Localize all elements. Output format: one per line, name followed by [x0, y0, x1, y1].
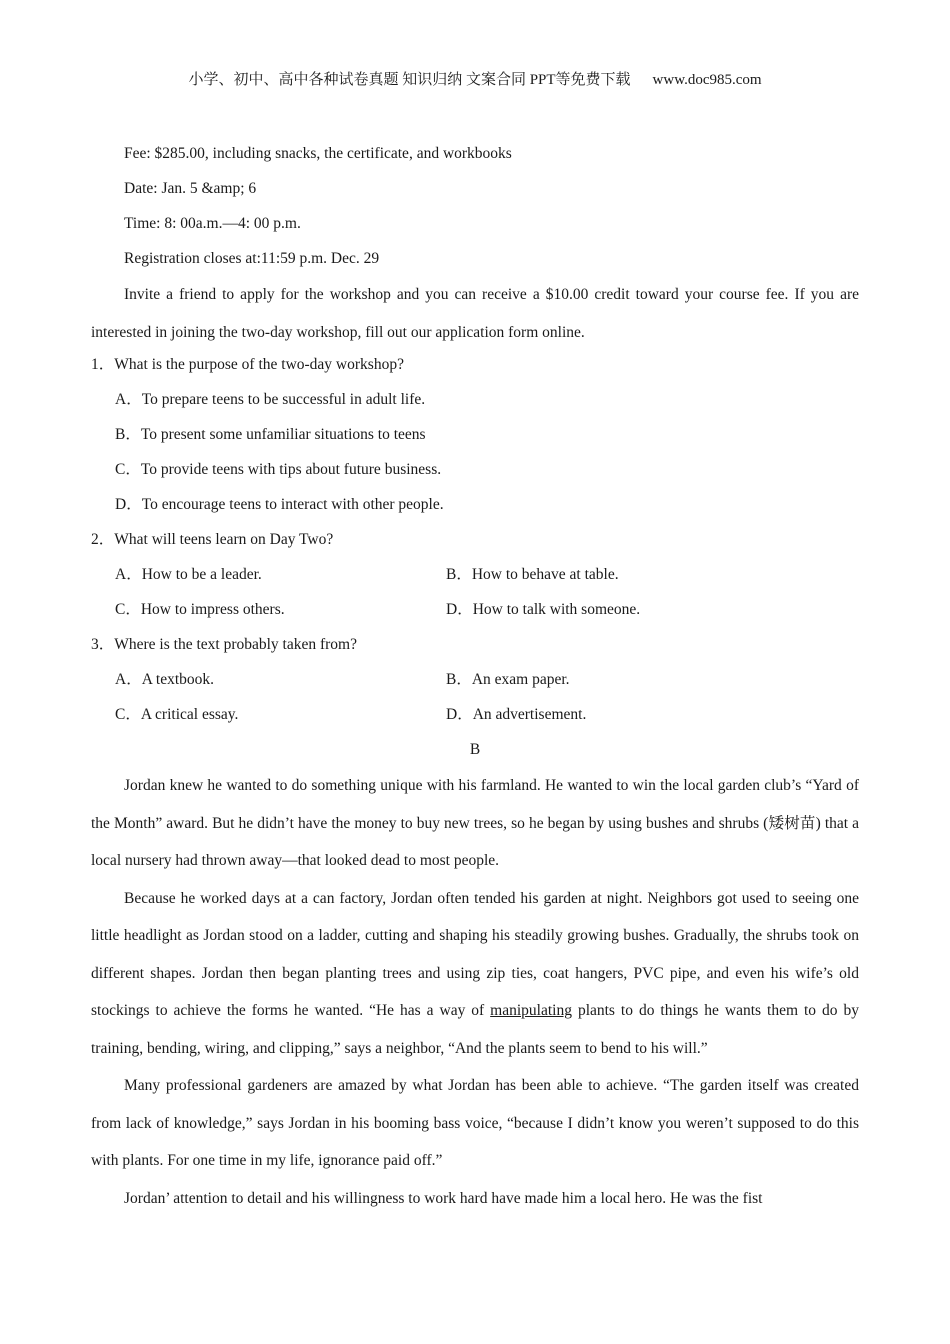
question-1-option-c: C．To provide teens with tips about future business. [115, 461, 442, 478]
question-3-option-d: D．An advertisement. [446, 706, 587, 723]
section-b-paragraph-1: Jordan knew he wanted to do something unique with his farmland. He wanted to win the local garden club’s “Yard of the Month” award. But he didn’t have the money to buy new trees, so he began by using bushes and shrubs (矮树苗) that a local nursery had thrown away—that looked dead to most people. [91, 777, 859, 869]
section-b-title: B [469, 741, 481, 758]
invite-paragraph: Invite a friend to apply for the workshop and you can receive a $10.00 credit toward your course fee. If you are interested in joining the two-day workshop, fill out our application form online. [91, 286, 859, 341]
question-1-option-d: D．To encourage teens to interact with other people. [115, 496, 444, 513]
question-2-option-c: C．How to impress others. [115, 601, 285, 618]
question-2-option-b: B．How to behave at table. [446, 566, 619, 583]
fee-line: Fee: $285.00, including snacks, the certificate, and workbooks [124, 145, 512, 162]
question-3-option-c: C．A critical essay. [115, 706, 239, 723]
question-1-option-b: B．To present some unfamiliar situations to teens [115, 426, 426, 443]
question-3-stem: 3．Where is the text probably taken from? [91, 636, 357, 653]
question-3-option-b: B．An exam paper. [446, 671, 570, 688]
question-2-option-d: D．How to talk with someone. [446, 601, 641, 618]
question-3-option-a: A．A textbook. [115, 671, 215, 688]
question-2-options-row-2 [91, 596, 859, 631]
paragraph-2-before: Because he worked days at a can factory, Jordan often tended his garden at night. Neighbors got used to seeing one little headlight as Jordan stood on a ladder, cutting and shaping his steadily growing bushes. Gradually, the shrubs took on different shapes. Jordan then began planting trees and using zip ties, coat hangers, PVC pipe, and even his wife’s old stockings to achieve the forms he wanted. “He has a way of [91, 889, 859, 1019]
document-body [91, 140, 859, 1217]
registration-line: Registration closes at:11:59 p.m. Dec. 29 [124, 250, 380, 267]
page-header [0, 68, 950, 89]
header-banner: 小学、初中、高中各种试卷真题 知识归纳 文案合同 PPT等免费下载 [188, 72, 631, 88]
question-2-options-row-1 [91, 561, 859, 596]
question-3-options-row-2 [91, 701, 859, 736]
date-line: Date: Jan. 5 &amp; 6 [124, 180, 257, 197]
underlined-word: manipulating [490, 1002, 572, 1019]
time-line: Time: 8: 00a.m.—4: 00 p.m. [124, 215, 301, 232]
question-3-options-row-1 [91, 666, 859, 701]
section-b-paragraph-3: Many professional gardeners are amazed by what Jordan has been able to achieve. “The garden itself was created from lack of knowledge,” says Jordan in his booming bass voice, “because I didn’t know you weren’t supposed to do this with plants. For one time in my life, ignorance paid off.” [91, 1077, 859, 1169]
question-2-option-a: A．How to be a leader. [115, 566, 262, 583]
paragraph-2-after: plants to do things he wants them to do by training, bending, wiring, and clipping,” says a neighbor, “And the plants seem to bend to his will.” [91, 1002, 859, 1057]
question-1-stem: 1．What is the purpose of the two-day workshop? [91, 356, 404, 373]
question-1-option-a: A．To prepare teens to be successful in adult life. [115, 391, 426, 408]
question-2-stem: 2．What will teens learn on Day Two? [91, 531, 334, 548]
section-b-paragraph-2 [91, 880, 859, 1068]
section-b-paragraph-4: Jordan’ attention to detail and his willingness to work hard have made him a local hero. He was the fist [124, 1189, 763, 1207]
header-site: www.doc985.com [652, 72, 762, 88]
